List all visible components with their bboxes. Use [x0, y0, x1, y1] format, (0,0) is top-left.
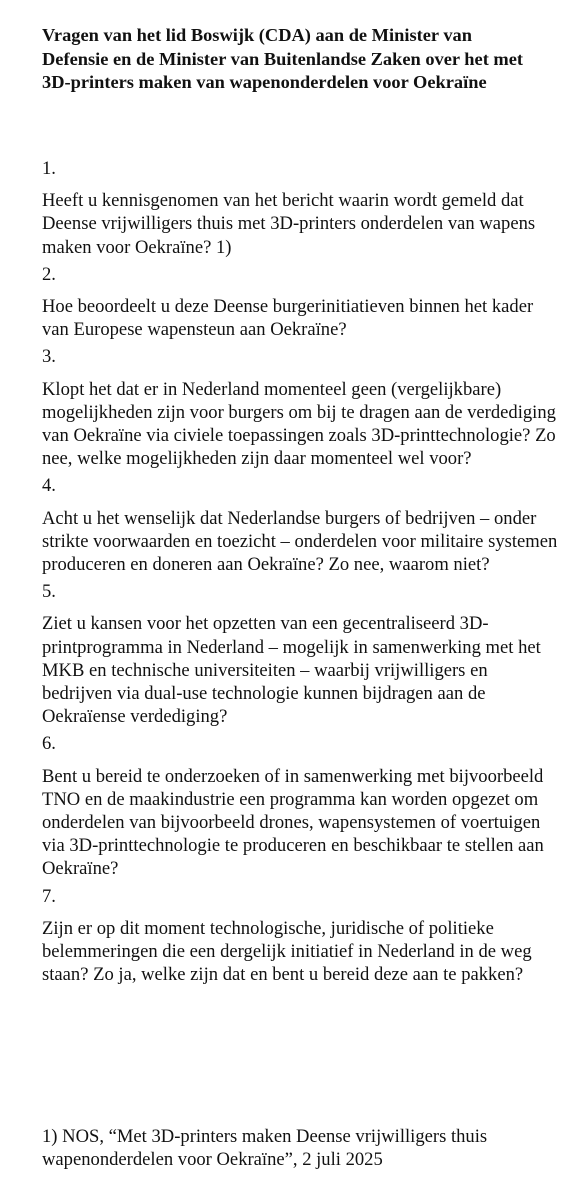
question-number: 6. — [42, 733, 56, 755]
question-text: Heeft u kennisgenomen van het bericht waarin wordt gemeld dat Deense vrijwilligers thuis met 3D-printers onderdelen van wapens maken voor Oekraïne? 1) — [42, 190, 536, 258]
question-7 — [42, 885, 562, 987]
question-text: Ziet u kansen voor het opzetten van een gecentraliseerd 3D-printprogramma in Nederland – mogelijk in samenwerking met het MKB en technische universiteiten – waarbij vrijwilligers en bedrijven via dual-use technologie kunnen bijdragen aan de Oekraïense verdediging? — [42, 613, 541, 728]
question-number: 5. — [42, 581, 56, 603]
question-number: 4. — [42, 475, 56, 497]
document-title: Vragen van het lid Boswijk (CDA) aan de Minister van Defensie en de Minister van Buitenlandse Zaken over het met 3D-printers maken van wapenonderdelen voor Oekraïne — [42, 25, 524, 92]
question-6 — [42, 732, 562, 880]
question-text: Acht u het wenselijk dat Nederlandse burgers of bedrijven – onder strikte voorwaarden en toezicht – onderdelen voor militaire systemen produceren en doneren aan Oekraïne? Zo nee, waarom niet? — [42, 507, 558, 576]
question-number: 7. — [42, 885, 56, 907]
question-text: Hoe beoordeelt u deze Deense burgerinitiatieven binnen het kader van Europese wapensteun aan Oekraïne? — [42, 296, 534, 341]
question-text: Bent u bereid te onderzoeken of in samenwerking met bijvoorbeeld TNO en de maakindustrie een programma kan worden opgezet om onderdelen van bijvoorbeeld drones, wapensystemen of voertuigen via 3D-printtechnologie te produceren en beschikbaar te stellen aan Oekraïne? — [42, 765, 544, 880]
question-text: Zijn er op dit moment technologische, juridische of politieke belemmeringen die een dergelijk initiatief in Nederland in de weg staan? Zo ja, welke zijn dat en bent u bereid deze aan te pakken? — [42, 917, 532, 986]
question-number: 3. — [42, 346, 56, 368]
question-1 — [42, 157, 562, 259]
footnote: 1) NOS, “Met 3D-printers maken Deense vrijwilligers thuis wapenonderdelen voor Oekraïne”, 2 juli 2025 — [42, 1126, 488, 1171]
question-4 — [42, 474, 562, 576]
question-5 — [42, 580, 562, 728]
question-3 — [42, 345, 562, 470]
question-number: 2. — [42, 263, 56, 285]
question-list — [42, 157, 562, 991]
question-2 — [42, 263, 562, 342]
question-number: 1. — [42, 158, 56, 179]
question-text: Klopt het dat er in Nederland momenteel geen (vergelijkbare) mogelijkheden zijn voor burgers om bij te dragen aan de verdediging van Oekraïne via civiele toepassingen zoals 3D-printtechnologie? Zo nee, welke mogelijkheden zijn daar momenteel wel voor? — [42, 378, 556, 470]
